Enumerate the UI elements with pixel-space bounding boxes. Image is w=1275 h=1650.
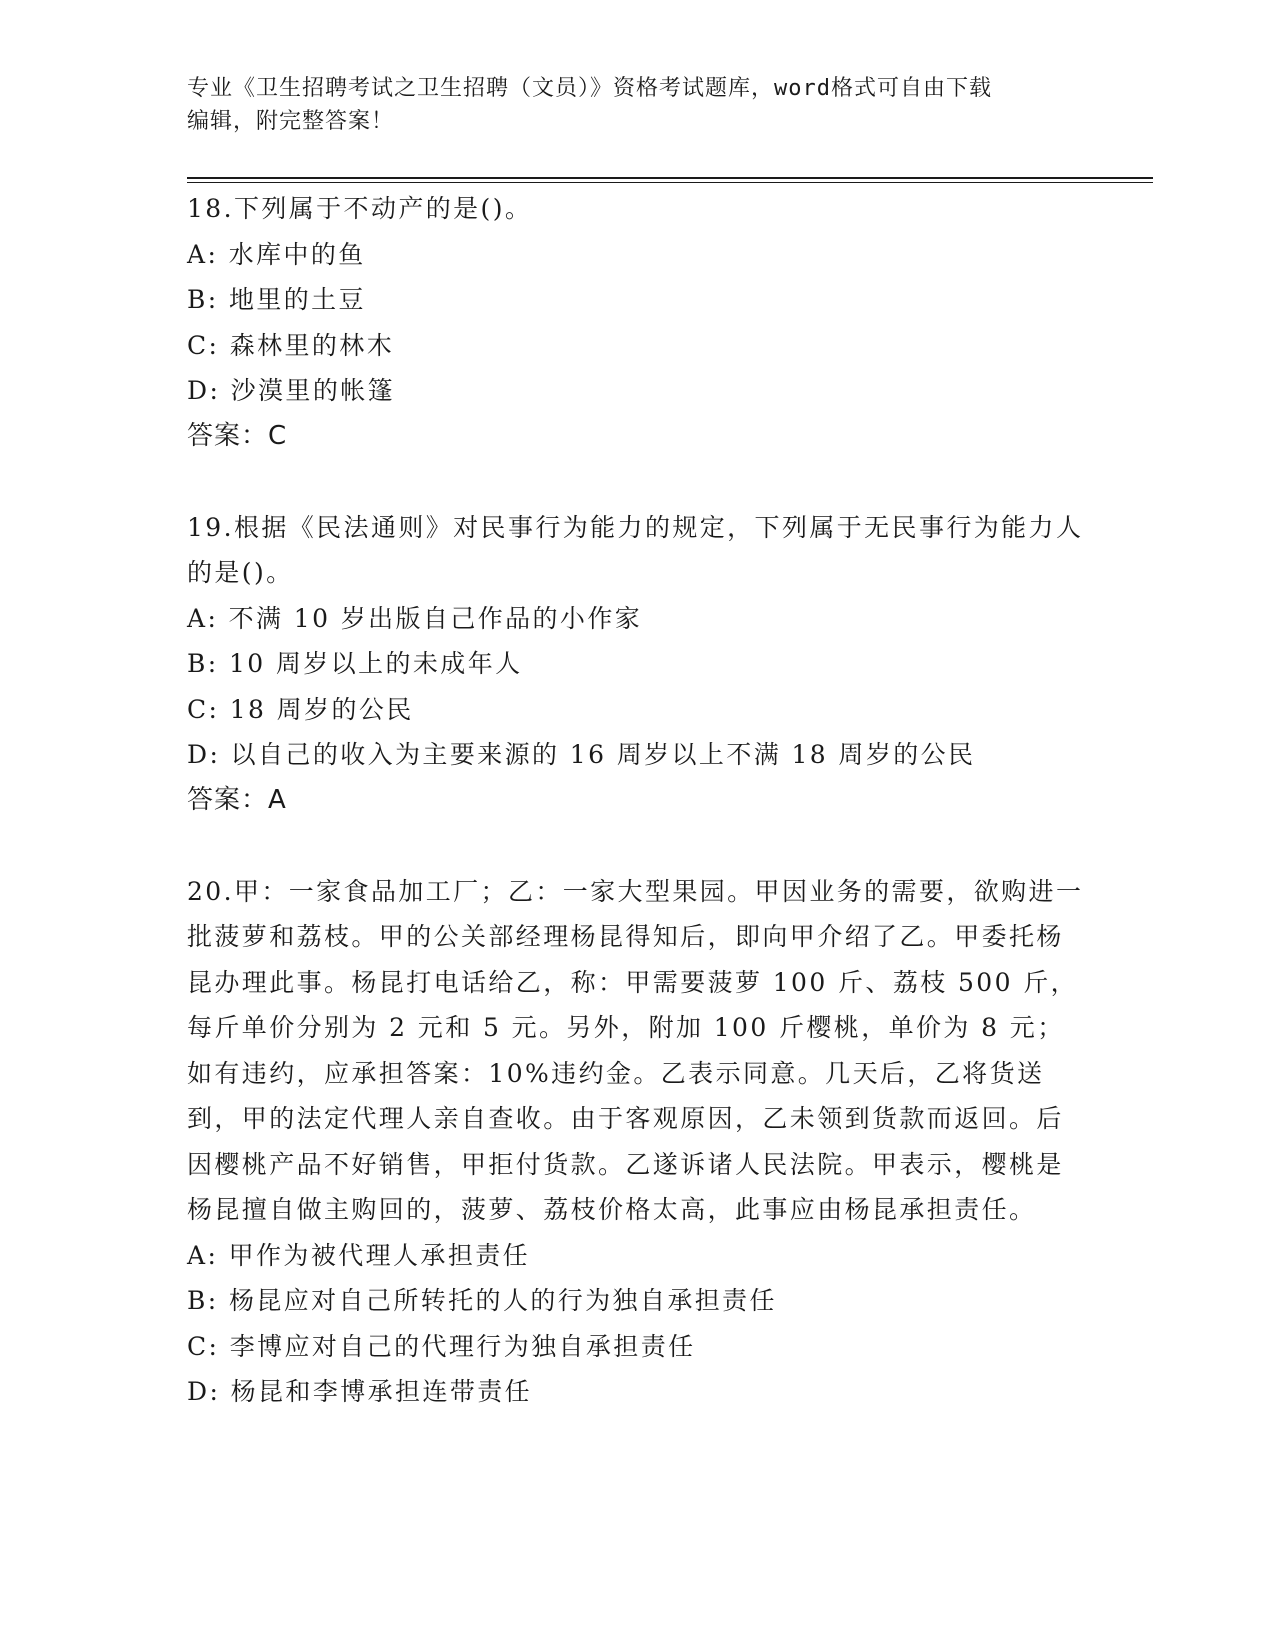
question-19 <box>187 505 1087 824</box>
option-c: C: 18 周岁的公民 <box>187 694 414 724</box>
answer-text: 答案：A <box>187 784 287 815</box>
option-d: D: 以自己的收入为主要来源的 16 周岁以上不满 18 周岁的公民 <box>187 740 976 769</box>
header-line-1: 专业《卫生招聘考试之卫生招聘（文员）》资格考试题库，word格式可自由下载 <box>187 76 992 101</box>
option-a: A: 水库中的鱼 <box>187 239 366 269</box>
option-b: B: 地里的土豆 <box>187 285 366 314</box>
question-stem: 19.根据《民法通则》对民事行为能力的规定，下列属于无民事行为能力人的是()。 <box>187 512 1084 587</box>
header-divider-thin <box>187 182 1153 183</box>
document-header <box>187 72 1087 138</box>
question-18 <box>187 186 1087 459</box>
option-c: C: 李博应对自己的代理行为独自承担责任 <box>187 1331 696 1361</box>
option-b: B: 10 周岁以上的未成年人 <box>187 649 523 678</box>
spacer <box>187 823 1087 869</box>
option-c: C: 森林里的林木 <box>187 330 395 360</box>
header-divider-thick <box>187 177 1153 179</box>
header-line-2: 编辑，附完整答案！ <box>187 109 395 134</box>
question-stem: 20.甲：一家食品加工厂；乙：一家大型果园。甲因业务的需要，欲购进一批菠萝和荔枝。甲的公关部经理杨昆得知后，即向甲介绍了乙。甲委托杨昆办理此事。杨昆打电话给乙，称：甲需要菠萝 100 斤、荔枝 500 斤，每斤单价分别为 2 元和 5 元。另外，附加 100 斤樱桃，单价为 8 元；如有违约，应承担答案：10%违约金。乙表示同意。几天后，乙将货送到，甲的法定代理人亲自查收。由于客观原因，乙未领到货款而返回。后因樱桃产品不好销售，甲拒付货款。乙遂诉诸人民法院。甲表示，樱桃是杨昆擅自做主购回的，菠萝、荔枝价格太高，此事应由杨昆承担责任。 <box>187 876 1084 1224</box>
option-b: B: 杨昆应对自己所转托的人的行为独自承担责任 <box>187 1286 777 1315</box>
spacer <box>187 459 1087 505</box>
question-20 <box>187 869 1087 1415</box>
question-stem: 18.下列属于不动产的是()。 <box>187 194 533 223</box>
option-a: A: 不满 10 岁出版自己作品的小作家 <box>187 603 643 633</box>
question-list <box>187 186 1087 1415</box>
option-a: A: 甲作为被代理人承担责任 <box>187 1240 531 1270</box>
answer-text: 答案：C <box>187 420 288 451</box>
option-d: D: 沙漠里的帐篷 <box>187 376 396 405</box>
option-d: D: 杨昆和李博承担连带责任 <box>187 1377 533 1406</box>
